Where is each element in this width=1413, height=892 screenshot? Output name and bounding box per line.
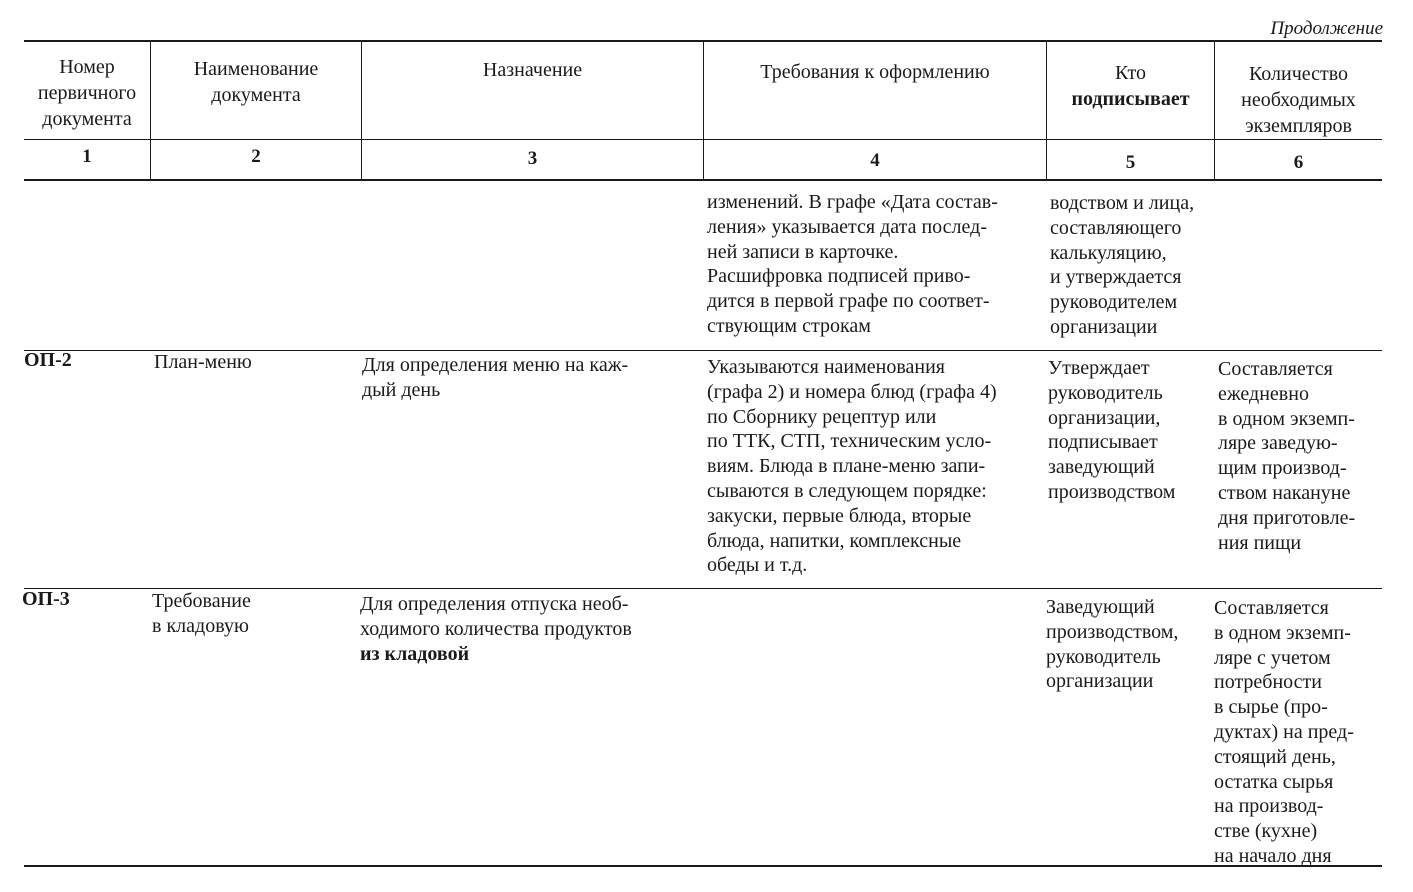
continuation-label: Продолжение [1270,18,1383,39]
table-bottom-rule [24,865,1382,867]
row-2-number: ОП-3 [22,588,70,610]
header-requirements: Требования к оформлению [760,61,990,83]
column-number: 6 [1293,152,1304,173]
row-2-name: Требование в кладовую [152,590,251,637]
header-signed-by: Кто подписывает [1071,62,1190,110]
column-number: 1 [82,146,92,167]
row-2-purpose: Для определения отпуска необ- ходимого количества продуктов из кладовой [360,593,632,665]
row-1-name: План-меню [154,351,252,373]
column-number: 5 [1125,152,1136,173]
column-number: 4 [870,150,880,171]
column-number: 2 [251,146,261,167]
header-purpose: Назначение [482,59,583,81]
header-document-number: Номер первичного документа [37,56,137,130]
column-number: 3 [527,148,538,169]
row-2-copies: Составляется в одном экземп- ляре с учетом потребности в сырье (про- дуктах) на пред- стоящий день, остатка сырья на производ- стве (кухне) на начало дня [1214,597,1354,867]
header-document-name: Наименование документа [193,58,319,106]
numbers-bottom-rule [24,179,1382,181]
row-2-signed-by: Заведующий производством, руководитель организации [1046,596,1179,693]
row-1-signed-by: Утверждает руководитель организации, подписывает заведующий производством [1048,357,1176,503]
row-0-signed-by: водством и лица, составляющего калькуляцию, и утверждается руководителем организации [1050,192,1195,338]
row-0-requirements: изменений. В графе «Дата состав- ления» указывается дата послед- ней записи в карточке. Расшифровка подписей приво- дится в первой графе по соответ- ствующим строкам [707,191,998,337]
row-1-number: ОП-2 [24,349,72,371]
row-1-copies: Составляется ежедневно в одном экземп- ляре заведую- щим производ- ством накануне дня приготовле- ния пищи [1218,358,1356,554]
row-1-purpose: Для определения меню на каж- дый день [362,354,629,401]
header-copies: Количество необходимых экземпляров [1241,63,1356,137]
row-1-requirements: Указываются наименования (графа 2) и номера блюд (графа 4) по Сборнику рецептур или по ТТК, СТП, техническим усло- виям. Блюда в плане-меню запи- сываются в следующем порядке: закуски, первые блюда, вторые блюда, напитки, комплексные обеды и т.д. [707,356,997,577]
